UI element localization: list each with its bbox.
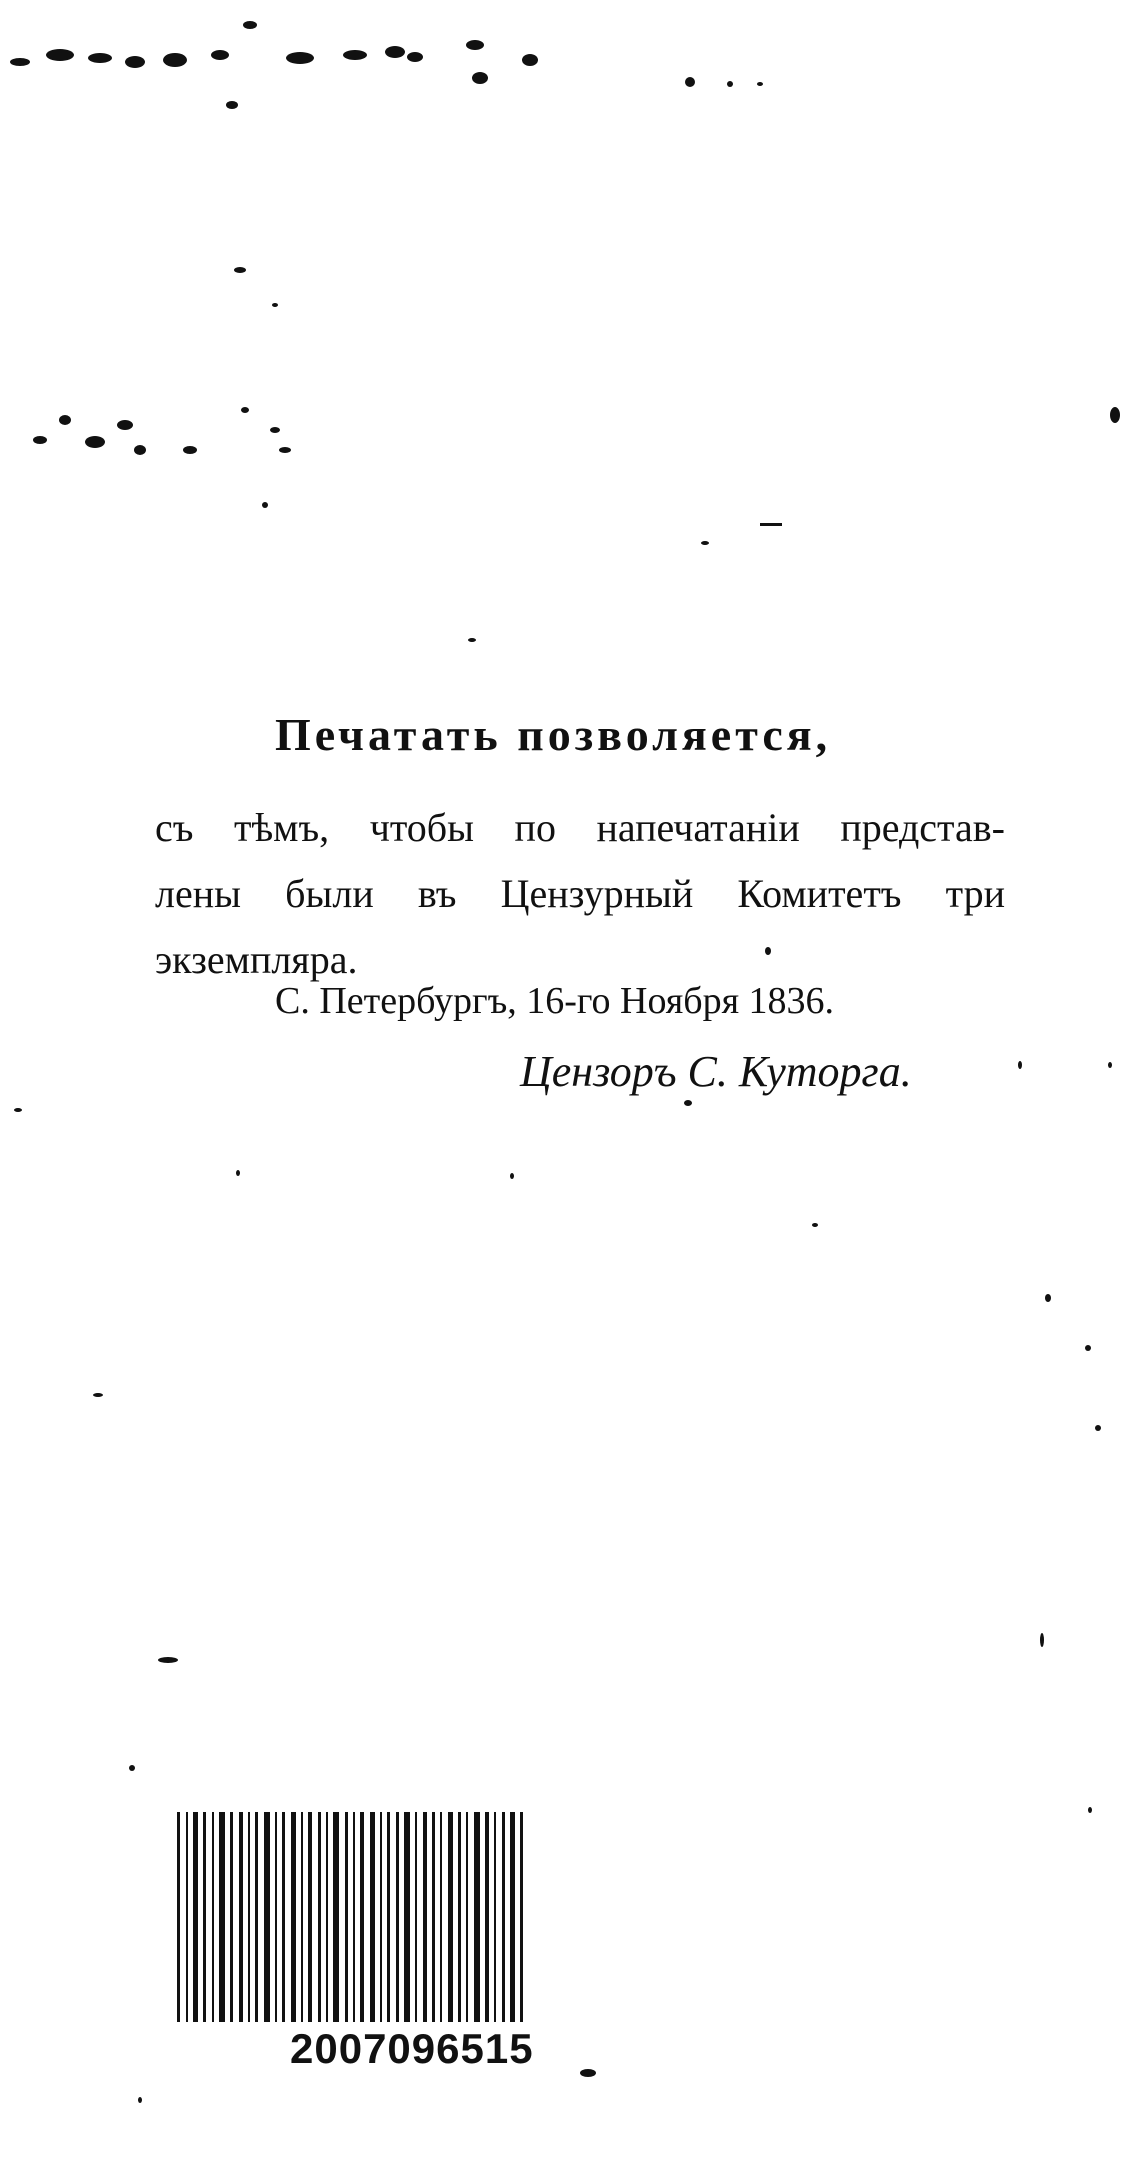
barcode-number: 2007096515 [290, 2025, 534, 2072]
barcode-bar [387, 1812, 390, 2022]
barcode-bar [520, 1812, 523, 2022]
barcode-bar [353, 1812, 355, 2022]
barcode-bar [318, 1812, 321, 2022]
barcode-bar [345, 1812, 348, 2022]
barcode-bar [193, 1812, 198, 2022]
barcode-bar [485, 1812, 489, 2022]
barcode-bar [396, 1812, 399, 2022]
barcode-bar [404, 1812, 410, 2022]
barcode-bar [308, 1812, 312, 2022]
barcode-bar [282, 1812, 285, 2022]
barcode-bar [494, 1812, 496, 2022]
barcode-bar [448, 1812, 453, 2022]
barcode-bar [186, 1812, 188, 2022]
barcode-bar [248, 1812, 250, 2022]
barcode-bar [380, 1812, 382, 2022]
barcode-bar [360, 1812, 364, 2022]
censor-signature: Цензоръ С. Куторга. [520, 1047, 912, 1096]
body-line-1: съ тѣмъ, чтобы по напечатаніи представ- [155, 805, 1005, 850]
barcode-bar [415, 1812, 417, 2022]
barcode-bar [440, 1812, 442, 2022]
barcode-bar [326, 1812, 328, 2022]
barcode-bar [333, 1812, 339, 2022]
barcode-bar [502, 1812, 505, 2022]
barcode-bars [175, 1812, 645, 2027]
barcode-bar [432, 1812, 435, 2022]
barcode-bar [370, 1812, 375, 2022]
barcode-bar [423, 1812, 427, 2022]
barcode-bar [466, 1812, 468, 2022]
barcode-bar [203, 1812, 206, 2022]
barcode-bar [458, 1812, 461, 2022]
permission-heading: Печатать позволяется, [275, 709, 832, 760]
barcode-bar [291, 1812, 296, 2022]
barcode-bar [212, 1812, 214, 2022]
barcode-bar [264, 1812, 270, 2022]
barcode-bar [239, 1812, 243, 2022]
library-barcode [175, 1812, 645, 2037]
barcode-bar [301, 1812, 303, 2022]
barcode-bar [474, 1812, 480, 2022]
body-line-3: экземпляра. [155, 937, 358, 982]
permission-body [155, 795, 1005, 993]
barcode-bar [510, 1812, 515, 2022]
place-and-date: С. Петербургъ, 16-го Ноября 1836. [275, 980, 835, 1022]
barcode-bar [255, 1812, 258, 2022]
barcode-bar [230, 1812, 233, 2022]
barcode-bar [219, 1812, 225, 2022]
body-line-2: лены были въ Цензурный Комитетъ три [155, 871, 1005, 916]
barcode-bar [177, 1812, 180, 2022]
barcode-bar [275, 1812, 277, 2022]
